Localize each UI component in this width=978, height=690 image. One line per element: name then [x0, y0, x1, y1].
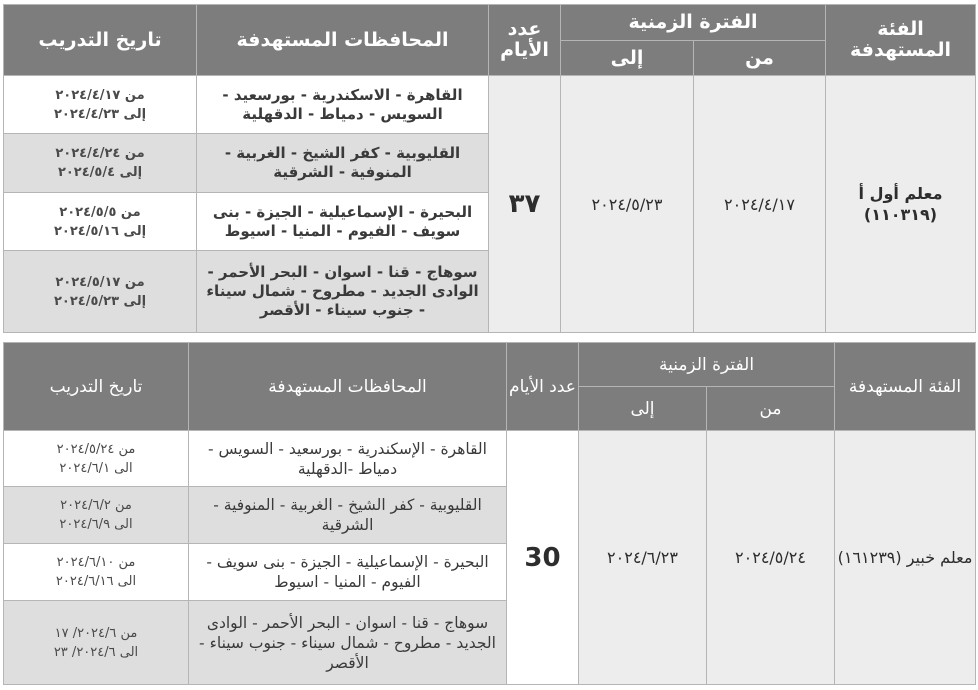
schedule-table-expert-teacher: [3, 342, 976, 685]
governorates-cell: القليوبية - كفر الشيخ - الغربية - المنوفية - الشرقية: [189, 487, 507, 544]
header-from: من: [707, 387, 835, 431]
header-governorates: المحافظات المستهدفة: [197, 5, 489, 76]
training-date-cell: [4, 601, 189, 685]
training-date-cell: [4, 544, 189, 601]
training-date-cell: [4, 251, 197, 333]
training-date-cell: [4, 76, 197, 134]
header-days: عدد الأيام: [489, 5, 561, 76]
training-date-from: من ٢٠٢٤/٤/١٧: [55, 87, 145, 103]
header-from: من: [694, 41, 826, 76]
training-date-from: من ٢٠٢٤/٥/٥: [59, 204, 141, 220]
training-date-from: من ٢٠٢٤/٦/٢: [60, 498, 132, 513]
category-cell: معلم خبير (١٦١٢٣٩): [835, 431, 976, 685]
training-date-to: الى ٢٠٢٤/٦/١: [59, 460, 133, 476]
header-period: الفترة الزمنية: [561, 5, 826, 41]
training-date-from: من ٢٠٢٤/٥/١٧: [55, 274, 145, 290]
header-training-date: تاريخ التدريب: [4, 343, 189, 431]
period-to-cell: ٢٠٢٤/٥/٢٣: [561, 76, 694, 333]
governorates-cell: القاهرة - الإسكندرية - بورسعيد - السويس - دمياط -الدقهلية: [189, 431, 507, 487]
training-date-from: من ٢٠٢٤/٦/١٠: [56, 555, 136, 570]
header-category: الفئة المستهدفة: [835, 343, 976, 431]
header-days: عدد الأيام: [507, 343, 579, 431]
training-date-to: الى ٢٠٢٤/٦/٩: [59, 517, 133, 532]
training-date-cell: [4, 134, 197, 193]
governorates-cell: القليوبية - كفر الشيخ - الغربية - المنوفية - الشرقية: [197, 134, 489, 193]
period-from-cell: ٢٠٢٤/٥/٢٤: [707, 431, 835, 685]
training-date-to: الى ٢٠٢٤/٦/١٦: [55, 574, 137, 589]
header-category: الفئة المستهدفة: [826, 5, 976, 76]
days-cell: ٣٧: [489, 76, 561, 333]
governorates-cell: سوهاج - قنا - اسوان - البحر الأحمر - الوادى الجديد - مطروح - شمال سيناء - جنوب سيناء - الأقصر: [189, 601, 507, 685]
training-date-from: من ٢٠٢٤/٦/ ١٧: [54, 625, 138, 641]
training-date-cell: [4, 487, 189, 544]
training-date-to: الى ٢٠٢٤/٦/ ٢٣: [53, 644, 139, 660]
training-date-to: إلى ٢٠٢٤/٤/٢٣: [53, 106, 147, 122]
training-date-from: من ٢٠٢٤/٥/٢٤: [56, 441, 136, 457]
schedule-table-senior-teacher: [3, 4, 976, 333]
governorates-cell: البحيرة - الإسماعيلية - الجيزة - بنى سويف - الفيوم - المنيا - اسيوط: [189, 544, 507, 601]
training-date-to: إلى ٢٠٢٤/٥/٤: [57, 165, 143, 180]
header-to: إلى: [561, 41, 694, 76]
header-period: الفترة الزمنية: [579, 343, 835, 387]
period-from-cell: ٢٠٢٤/٤/١٧: [694, 76, 826, 333]
header-to: إلى: [579, 387, 707, 431]
period-to-cell: ٢٠٢٤/٦/٢٣: [579, 431, 707, 685]
category-cell: معلم أول أ (١١٠٣١٩): [826, 76, 976, 333]
governorates-cell: القاهرة - الاسكندرية - بورسعيد - السويس - دمياط - الدقهلية: [197, 76, 489, 134]
training-date-cell: [4, 431, 189, 487]
training-date-to: إلى ٢٠٢٤/٥/٢٣: [53, 293, 147, 309]
days-cell: 30: [507, 431, 579, 685]
governorates-cell: سوهاج - قنا - اسوان - البحر الأحمر - الوادى الجديد - مطروح - شمال سيناء - جنوب سيناء - الأقصر: [197, 251, 489, 333]
training-date-cell: [4, 193, 197, 251]
training-date-to: إلى ٢٠٢٤/٥/١٦: [53, 223, 147, 239]
header-training-date: تاريخ التدريب: [4, 5, 197, 76]
header-governorates: المحافظات المستهدفة: [189, 343, 507, 431]
training-date-from: من ٢٠٢٤/٤/٢٤: [55, 146, 145, 161]
governorates-cell: البحيرة - الإسماعيلية - الجيزة - بنى سويف - الفيوم - المنيا - اسيوط: [197, 193, 489, 251]
